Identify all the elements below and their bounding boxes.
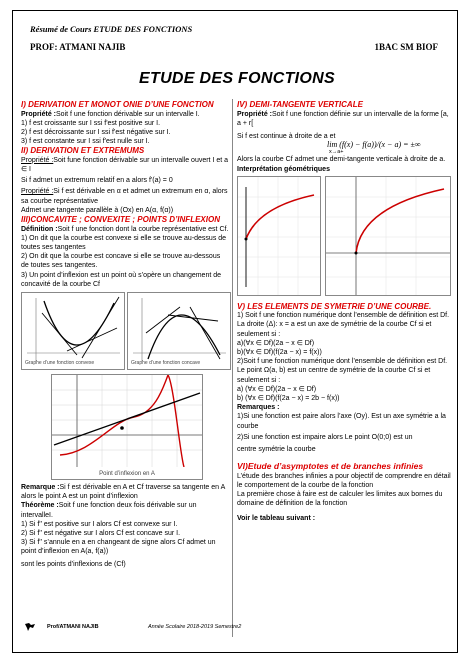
convex-graph (21, 292, 125, 370)
s3-line-3: 3) Un point d’inflexion est un point où s’opère un changement de concavité de la courbe Cf (21, 271, 222, 288)
prop-text: Soit f une fonction définie sur un intervalle de la forme [a, a + r[ (237, 110, 449, 127)
def-label: Définition : (21, 225, 58, 233)
s1-line-2: 2) f est décroissante sur I ssi f'est négative sur I. (21, 128, 171, 136)
th-line-1: 1) Si f'' est positive sur I alors Cf est convexe sur I. (21, 520, 178, 528)
th-line-4: sont les points d’inflexions de (Cf) (21, 560, 126, 568)
section-3-title: III)CONCAVITE ; CONVEXITE ; POINTS D’INFLEXION (21, 215, 220, 225)
th-line-3: 3) Si f'' s’annule en a en changeant de signe alors Cf admet un point d’inflexion en A(a, f(a)) (21, 539, 216, 556)
tangent-graph-2-svg (326, 177, 450, 295)
s5-remark-3: centre symétrie la courbe (237, 446, 316, 454)
section-2-title: II) DERIVATION ET EXTREMUMS (21, 146, 145, 156)
remark-label: Remarque : (21, 483, 60, 491)
s3-line-1: 1) On dit que la courbe est convexe si elle se trouve au-dessus de toutes ses tangentes (21, 234, 227, 251)
s4-line-2: Alors la courbe Cf admet une demi-tangente verticale à droite de a. (237, 156, 446, 164)
tangent-graph-1 (237, 176, 321, 296)
s5-line-6: Le point Ω(a, b) est un centre de symétrie de la courbe Cf si et seulement si : (237, 367, 431, 384)
convex-graph-svg (22, 293, 124, 363)
s2-line-2: Admet une tangente parallèle à (Ox) en A(α, f(α)) (21, 206, 174, 214)
s5-line-5: 2)Soit f une fonction numérique dont l’ensemble de définition est Df. (237, 358, 448, 366)
prop-text: Si f est dérivable en α et admet un extremum en α, alors sa courbe représentative (21, 188, 228, 205)
interp-label: Interprétation géométriques (237, 165, 330, 173)
s5-remark-2: 2)Si une fonction est impaire alors Le point O(0;0) est un (237, 433, 413, 441)
s5-line-4: b)(∀x ∈ Df)(f(2a − x) = f(x)) (237, 349, 322, 357)
theorem-label: Théorème : (21, 502, 59, 510)
prop-label: Propriété : (21, 156, 54, 164)
tangent-graph-1-svg (238, 177, 320, 295)
concave-caption: Graphe d’une fonction concave (131, 359, 201, 366)
section-6-title: VI)Etude d’asymptotes et de branches infinies (237, 461, 424, 472)
vertical-tangent-figures (237, 176, 451, 298)
course-subtitle: Résumé de Cours ETUDE DES FONCTIONS (30, 24, 193, 34)
s5-line-8: b) (∀x ∈ Df)(f(2a − x) = 2b − f(x)) (237, 395, 340, 403)
s5-line-2: La droite (Δ): x = a est un axe de symétrie de la courbe Cf si et seulement si : (237, 321, 432, 338)
level: 1BAC SM BIOF (374, 42, 438, 52)
prop-label: Propriété : (21, 188, 54, 196)
section-1-title: I) DERIVATION ET MONOT ONIE D’UNE FONCTION (21, 100, 214, 109)
tangent-graph-2 (325, 176, 451, 296)
s4-limit-sub: x→a+ (329, 149, 344, 156)
s5-line-3: a)(∀x ∈ Df)(2a − x ∈ Df) (237, 339, 315, 347)
inflexion-caption: Point d’inflexion en A (99, 471, 155, 478)
prop-label: Propriété : (21, 110, 57, 118)
page-title: ETUDE DES FONCTIONS (139, 70, 335, 87)
footer-prof: Prof/ATMANI NAJIB (47, 624, 99, 630)
author-logo-icon (24, 622, 36, 632)
remarks-label: Remarques : (237, 404, 280, 412)
right-column (237, 100, 451, 523)
s4-limit: lim (f(x) − f(a))/(x − a) = ±∞ (327, 140, 421, 150)
left-column (21, 100, 229, 569)
section-5-title: V) LES ELEMENTS DE SYMETRIE D’UNE COURBE. (237, 301, 432, 311)
s5-remark-1: 1)Si une fonction est paire alors l’axe (Oy). Est un axe symétrie a la courbe (237, 413, 446, 430)
footer-year: Année Scolaire 2018-2019 Semestre2 (148, 624, 242, 630)
def-text: Soit f une fonction dont la courbe représentative est Cf. (57, 225, 229, 233)
inflexion-graph-svg (52, 375, 202, 467)
s1-line-1: 1) f est croissante sur I ssi f'est positive sur I. (21, 119, 161, 127)
theorem-text: Soit f une fonction deux fois dérivable sur un intervalleI. (21, 502, 197, 519)
s6-line-3: Voir le tableau suivant : (237, 514, 316, 522)
convexity-figures (21, 292, 229, 376)
prof-name: PROF: ATMANI NAJIB (30, 42, 126, 52)
s4-line-1: Si f est continue à droite de a et (237, 132, 336, 140)
s5-line-1: 1) Soit f une fonction numérique dont l’ensemble de définition est Df. (237, 312, 450, 320)
remark-text: Si f est dérivable en A et Cf traverse sa tangente en A alors le point A est un point d’inflexion (21, 483, 225, 501)
section-4-title: IV) DEMI-TANGENTE VERTICALE (237, 100, 363, 109)
s6-line-2: La première chose à faire est de calculer les limites aux bornes du domaine de définition de la fonction (237, 491, 443, 508)
s1-line-3: 3) f est constante sur I ssi f'est nulle sur I. (21, 138, 150, 146)
prop-text: Soit f une fonction dérivable sur un intervalle I. (56, 110, 200, 118)
s5-line-7: a) (∀x ∈ Df)(2a − x ∈ Df) (237, 385, 317, 393)
concave-graph (127, 292, 231, 370)
convex-caption: Graphe d’une fonction convexe (25, 359, 95, 366)
s6-line-1: L’étude des branches infinies a pour objectif de comprendre en détail le comportement de la courbe de la fonction (237, 472, 451, 489)
inflexion-graph (51, 374, 203, 480)
s3-line-2: 2) On dit que la courbe est concave si elle se trouve au-dessous de toutes ses tangentes. (21, 253, 221, 270)
column-divider (232, 99, 233, 637)
prop-text: Soit fune fonction dérivable sur un intervalle ouvert I et a ∈ I (21, 156, 229, 174)
s2-line-1: Si f admet un extremum relatif en a alors f'(a) = 0 (21, 177, 173, 185)
concave-graph-svg (128, 293, 230, 363)
th-line-2: 2) Si f'' est négative sur I alors Cf est concave sur I. (21, 529, 181, 537)
prop-label: Propriété : (237, 110, 273, 118)
